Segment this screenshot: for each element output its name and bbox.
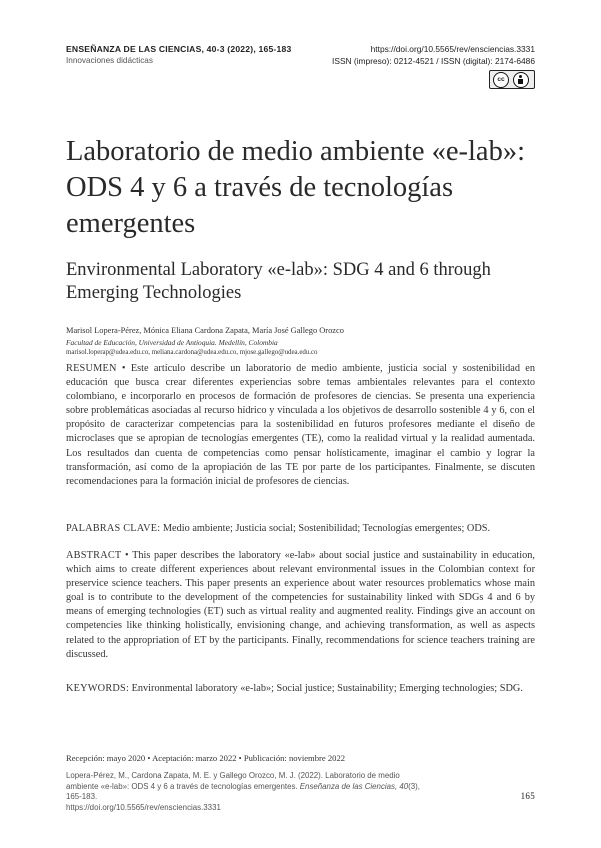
authors: Marisol Lopera-Pérez, Mónica Eliana Cardona Zapata, María José Gallego Orozco xyxy=(66,326,344,335)
article-subtitle: Environmental Laboratory «e-lab»: SDG 4 and 6 through Emerging Technologies xyxy=(66,260,491,303)
keywords-label: KEYWORDS: xyxy=(66,683,130,694)
cc-by-license-icon[interactable] xyxy=(489,70,535,89)
issn-info: ISSN (impreso): 0212-4521 / ISSN (digital): 2174-6486 xyxy=(332,56,535,66)
abstract-text: This paper describes the laboratory «e-lab» about social justice and sustainability in education, which aims to create different experiences about relevant environmental issues in the Colombian context for preservice science teachers. This paper presents an experience about water resources problematics whose main goal is to contribute to the development of the competencies for sustainability linked with SDGs 4 and 6 by means of emerging technologies (ET) such as virtual reality and augmented reality. Findings give an account on competencies like thinking holistically, envisioning change, and achieving transformation, as well as aspects related to the appropriation of ET by the participants. Finally, recommendations for science teachers training are discussed. xyxy=(66,550,535,660)
publication-dates: Recepción: mayo 2020 • Aceptación: marzo 2022 • Publicación: noviembre 2022 xyxy=(66,753,346,763)
abstract-paragraph xyxy=(66,549,535,662)
citation-doi[interactable]: https://doi.org/10.5565/rev/ensciencias.3331 xyxy=(66,802,221,812)
article-title: Laboratorio de medio ambiente «e-lab»: ODS 4 y 6 a través de tecnologías emergentes xyxy=(66,136,525,239)
abstract-label: ABSTRACT xyxy=(66,550,122,561)
journal-header: ENSEÑANZA DE LAS CIENCIAS, 40-3 (2022), 165-183 xyxy=(66,44,292,54)
citation-lead: Lopera-Pérez, M., Cardona Zapata, M. E. y Gallego Orozco, M. J. (2022). Laboratorio de medio ambiente «e-lab»: ODS 4 y 6 a través de tecnologías emergentes. xyxy=(66,771,400,791)
keywords-text: Environmental laboratory «e-lab»; Social justice; Sustainability; Emerging technologies; SDG. xyxy=(129,683,523,694)
resumen-separator: • xyxy=(116,363,131,374)
section-label: Innovaciones didácticas xyxy=(66,56,153,65)
palabras-clave-paragraph xyxy=(66,522,535,536)
palabras-clave-label: PALABRAS CLAVE: xyxy=(66,523,161,534)
citation-issue: (3), 165-183. xyxy=(66,781,420,802)
citation xyxy=(66,771,426,813)
keywords-paragraph xyxy=(66,682,535,696)
resumen-text: Este artículo describe un laboratorio de medio ambiente, justicia social y sostenibilidad en educación que busca crear diferentes experiencias sobre temas ambientales relevantes para el contexto colombiano, e incorporarlo en procesos de formación de profesores de ciencias. Se presenta una experiencia sobre problemáticas asociadas al recurso hídrico y vinculada a los objetivos de desarrollo sostenible 4 y 6, con el propósito de caracterizar competencias para la sostenibilidad en futuros profesores mediante el diseño de microclases que se apropian de tecnologías emergentes (TE), como la realidad virtual y la realidad aumentada. Los resultados dan cuenta de competencias como pensar holísticamente, imaginar el cambio y lograr la transformación, así como de la apropiación de las TE por parte de los participantes. Finalmente, se discuten recomendaciones para la formación inicial de profesores de ciencias. xyxy=(66,363,535,487)
citation-journal: Enseñanza de las Ciencias, 40 xyxy=(299,781,409,791)
abstract-separator: • xyxy=(121,550,133,561)
page-number: 165 xyxy=(520,791,535,801)
author-emails[interactable]: marisol.loperap@udea.edu.co, meliana.cardona@udea.edu.co, mjose.gallego@udea.edu.co xyxy=(66,349,318,356)
doi-link[interactable]: https://doi.org/10.5565/rev/ensciencias.3331 xyxy=(370,44,535,54)
affiliation: Facultad de Educación, Universidad de Antioquia. Medellín, Colombia xyxy=(66,338,278,347)
palabras-clave-text: Medio ambiente; Justicia social; Sostenibilidad; Tecnologías emergentes; ODS. xyxy=(160,523,491,534)
resumen-paragraph xyxy=(66,362,535,489)
attribution-icon xyxy=(513,72,529,88)
resumen-label: RESUMEN xyxy=(66,363,117,374)
cc-icon: cc xyxy=(493,72,509,88)
